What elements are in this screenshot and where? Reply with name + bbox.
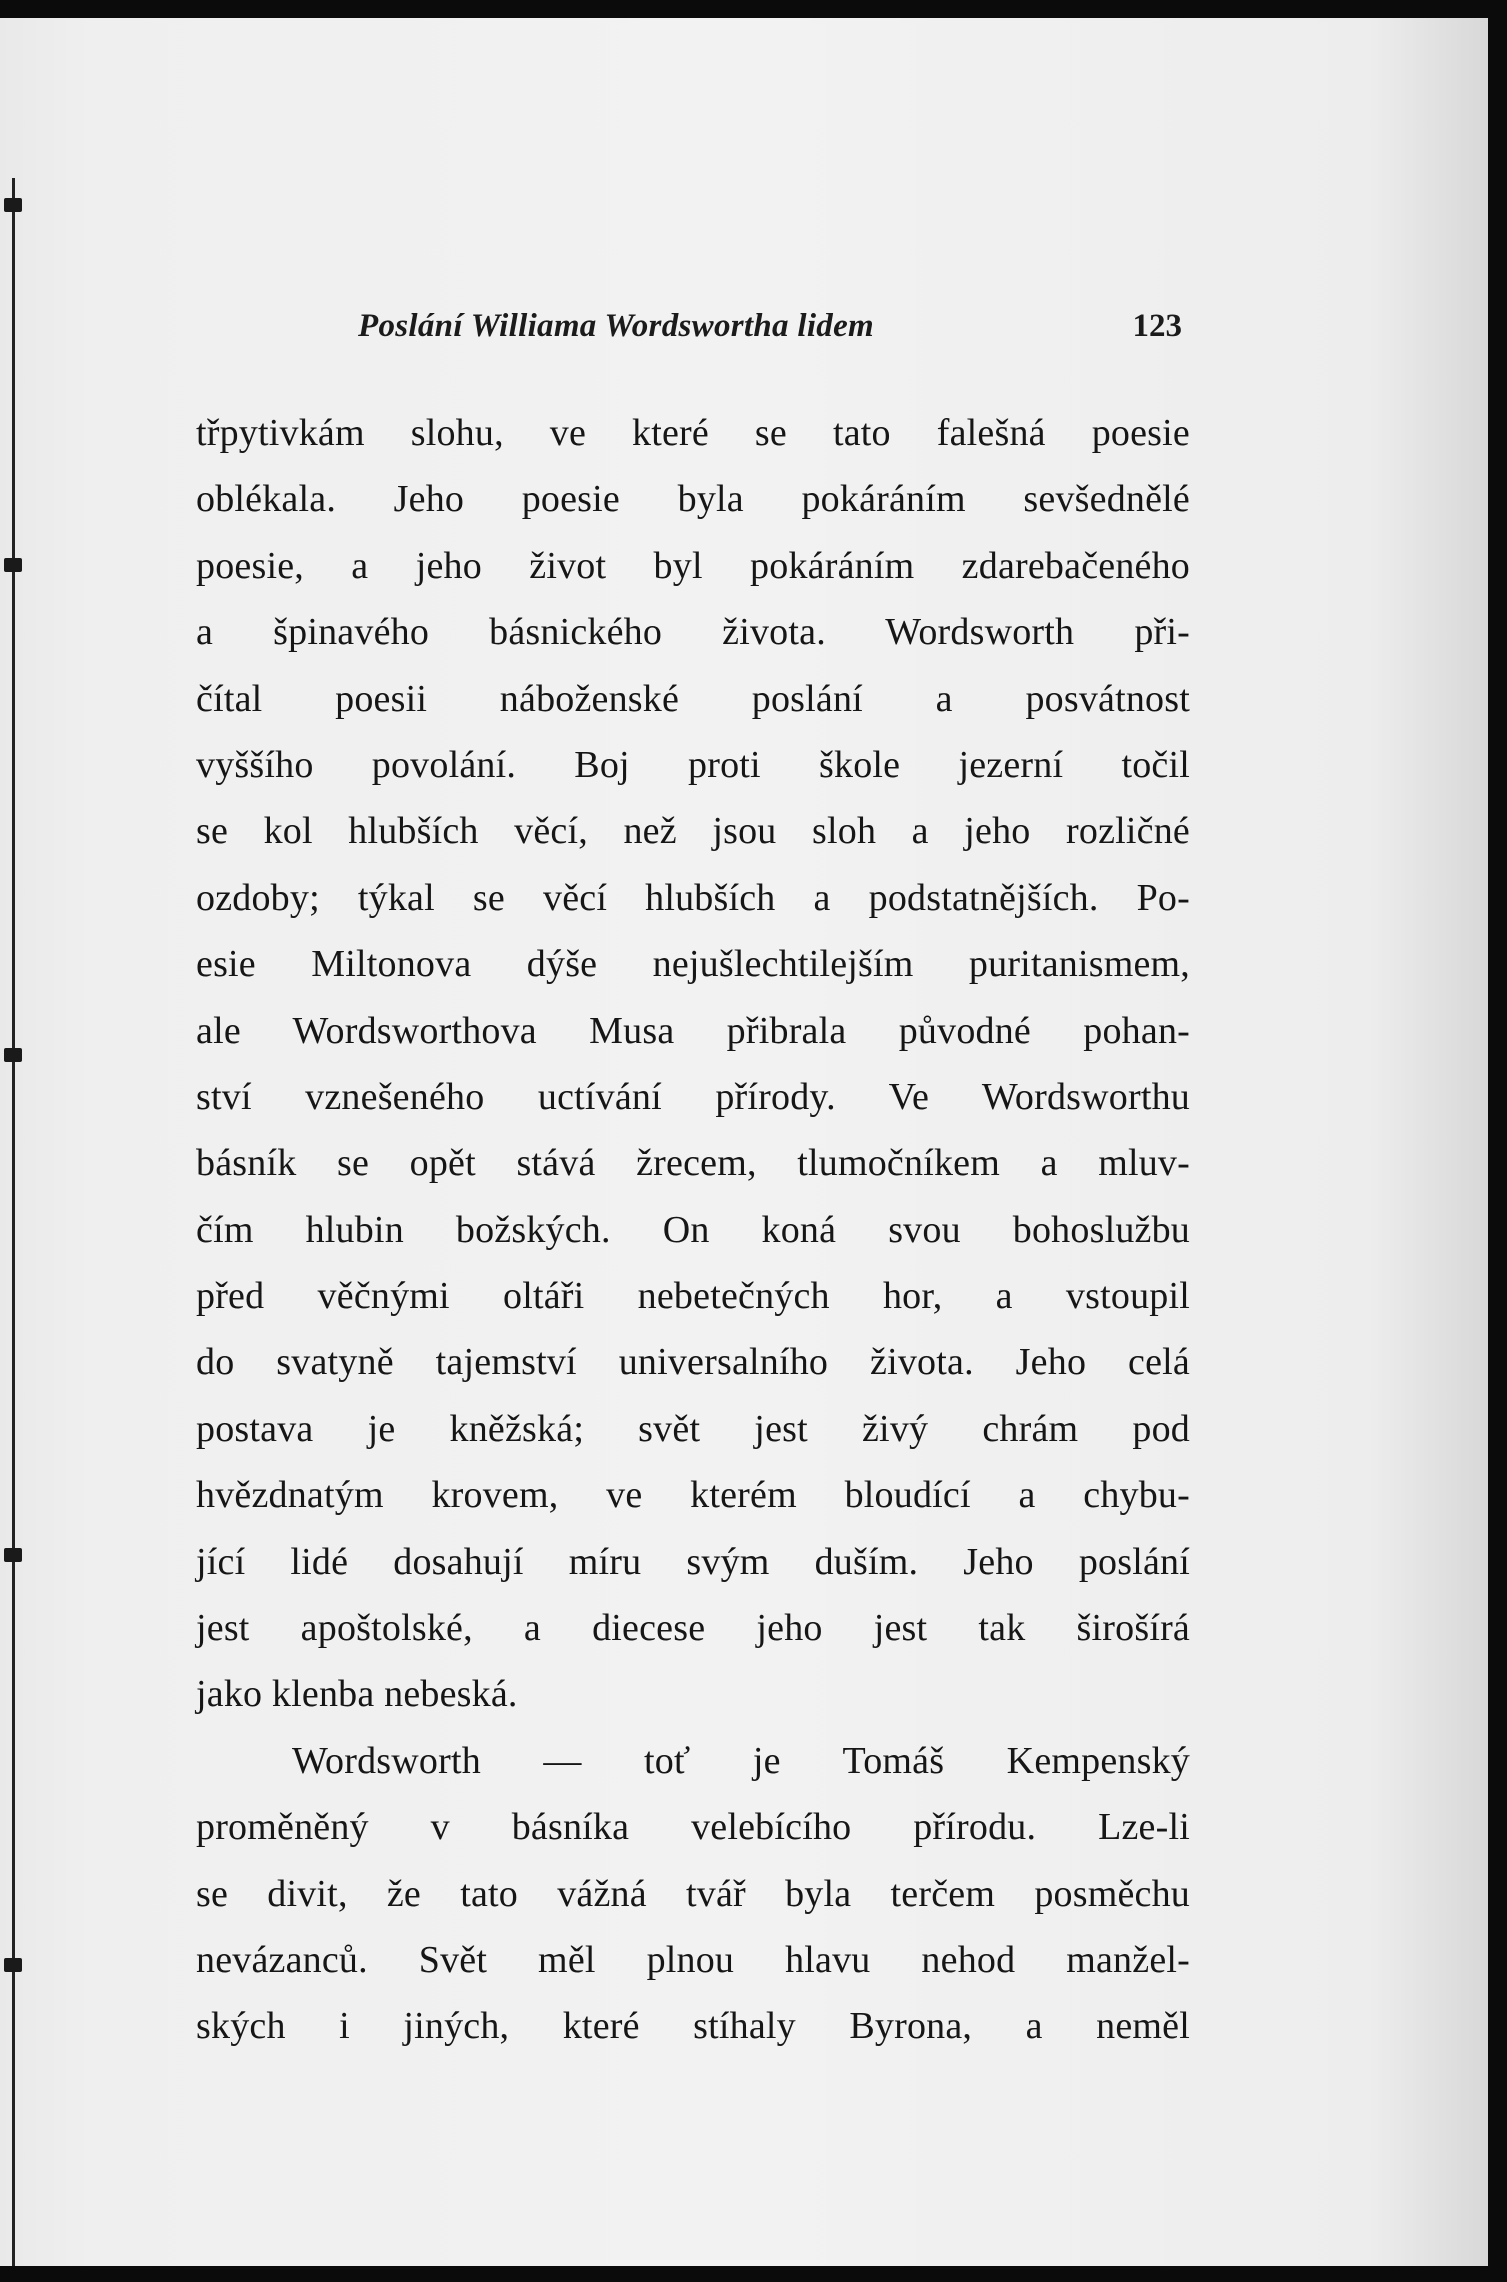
running-title: Poslání Williama Wordswortha lidem: [358, 308, 875, 344]
text-line: jící lidé dosahují míru svým duším. Jeho poslání: [196, 1540, 1190, 1583]
text-line: nevázanců. Svět měl plnou hlavu nehod manžel-: [196, 1938, 1190, 1981]
text-line: postava je kněžská; svět jest živý chrám pod: [196, 1407, 1190, 1450]
text-line: oblékala. Jeho poesie byla pokáráním sevšednělé: [196, 478, 1190, 521]
binding-mark: [4, 558, 22, 572]
text-line: se kol hlubších věcí, než jsou sloh a jeho rozličné: [196, 810, 1190, 853]
text-line: čím hlubin božských. On koná svou bohoslužbu: [196, 1208, 1190, 1251]
text-line: hvězdnatým krovem, ve kterém bloudící a chybu-: [196, 1474, 1190, 1517]
text-line: ale Wordsworthova Musa přibrala původné pohan-: [196, 1009, 1190, 1052]
text-line: ských i jiných, které stíhaly Byrona, a neměl: [196, 2005, 1190, 2048]
body-text: [196, 400, 1190, 2060]
binding-mark: [4, 198, 22, 212]
running-header: [358, 308, 1194, 358]
text-line: se divit, že tato vážná tvář byla terčem posměchu: [196, 1872, 1190, 1915]
text-line: proměněný v básníka velebícího přírodu. Lze-li: [196, 1806, 1190, 1849]
text-line: jest apoštolské, a diecese jeho jest tak širošírá: [196, 1607, 1190, 1650]
text-line: čítal poesii náboženské poslání a posvátnost: [196, 677, 1190, 720]
binding-mark: [4, 1958, 22, 1972]
text-line: před věčnými oltáři nebetečných hor, a vstoupil: [196, 1275, 1190, 1318]
text-line: esie Miltonova dýše nejušlechtilejším puritanismem,: [196, 943, 1190, 986]
text-line: třpytivkám slohu, ve které se tato falešná poesie: [196, 412, 1190, 454]
text-line: vyššího povolání. Boj proti škole jezerní točil: [196, 743, 1190, 786]
binding-edge: [12, 178, 15, 2266]
text-line: poesie, a jeho život byl pokáráním zdarebačeného: [196, 544, 1190, 587]
text-line: do svatyně tajemství universalního života. Jeho celá: [196, 1341, 1190, 1384]
text-line: a špinavého básnického života. Wordsworth při-: [196, 611, 1190, 654]
book-page: [0, 18, 1488, 2266]
text-line: ozdoby; týkal se věcí hlubších a podstatnějších. Po-: [196, 876, 1190, 919]
paragraph-start-line: Wordsworth — toť je Tomáš Kempenský: [292, 1739, 1190, 1782]
binding-mark: [4, 1048, 22, 1062]
binding-mark: [4, 1548, 22, 1562]
page-number: 123: [1132, 308, 1182, 344]
text-line: ství vznešeného uctívání přírody. Ve Wordsworthu: [196, 1075, 1190, 1118]
text-line: jako klenba nebeská.: [196, 1673, 518, 1716]
text-line: básník se opět stává žrecem, tlumočníkem a mluv-: [196, 1142, 1190, 1185]
